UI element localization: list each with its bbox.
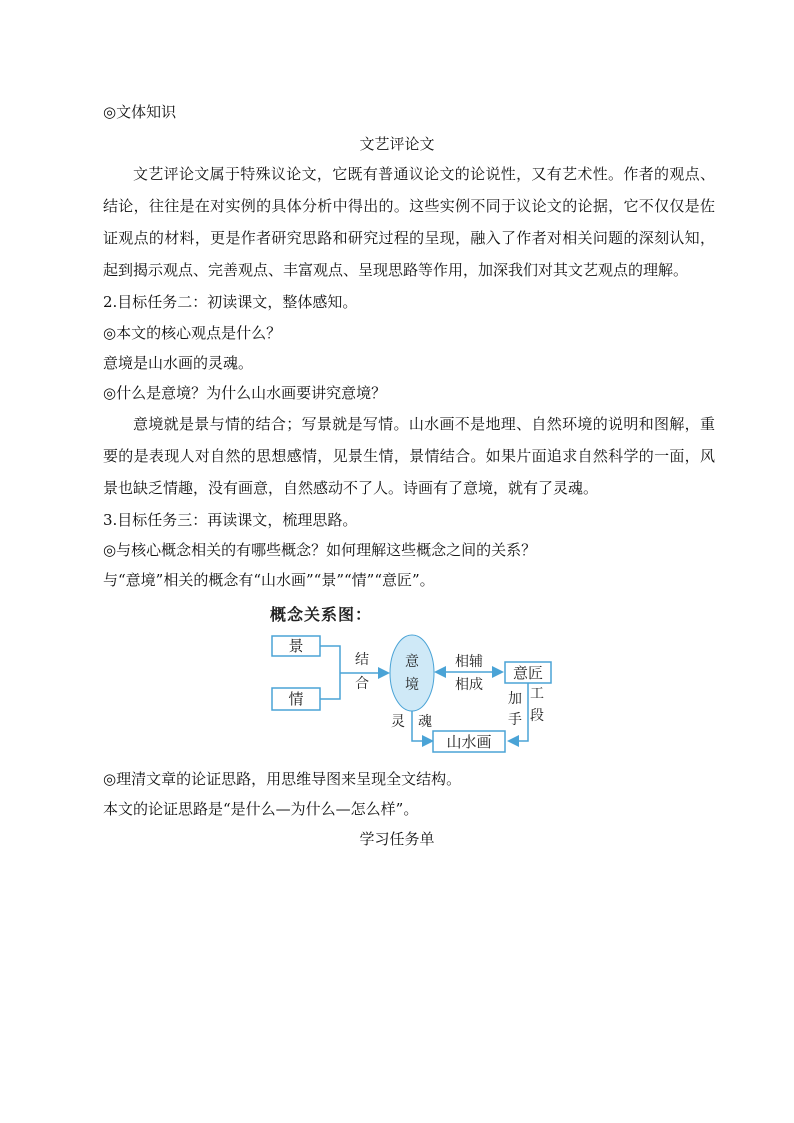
answer-what-is-yijing: 意境就是景与情的结合；写景就是写情。山水画不是地理、自然环境的说明和图解，重要的是表现人对自然的思想感情，见景生情，景情结合。如果片面追求自然科学的一面，风景也缺乏情趣，没有画意，自然感动不了人。诗画有了意境，就有了灵魂。 [103, 415, 715, 497]
jiehe-char-2: 合 [355, 676, 369, 692]
shanshuihua-label: 山水画 [446, 733, 492, 751]
qing-label: 情 [288, 690, 304, 708]
section-heading: ◎文体知识 [103, 103, 177, 121]
genre-title: 文艺评论文 [359, 135, 435, 153]
question-argument-structure: ◎理清文章的论证思路，用思维导图来呈现全文结构。 [103, 770, 462, 788]
diagram-title: 概念关系图： [270, 605, 373, 624]
jiagong-char-1: 加 [508, 691, 522, 707]
jiehe-char-1: 结 [355, 652, 369, 668]
yijiang-label: 意匠 [512, 664, 544, 682]
answer-argument-structure: 本文的论证思路是“是什么—为什么—怎么样”。 [103, 800, 419, 818]
yijing-ellipse [390, 635, 434, 711]
yijing-char-1: 意 [405, 654, 419, 670]
linghun-char-1: 灵 [391, 714, 405, 730]
xiangfu-label-2: 相成 [455, 677, 483, 693]
question-core-view: ◎本文的核心观点是什么？ [103, 324, 282, 342]
jing-qing-connector [320, 646, 340, 699]
task-two: 2.目标任务二：初读课文，整体感知。 [103, 293, 358, 311]
footer-title: 学习任务单 [359, 830, 435, 848]
genre-paragraph: 文艺评论文属于特殊议论文，它既有普通议论文的论说性，又有艺术性。作者的观点、结论，往往是在对实例的具体分析中得出的。这些实例不同于议论文的论据，它不仅仅是佐证观点的材料，更是作者研究思路和研究过程的呈现，融入了作者对相关问题的深刻认知，起到揭示观点、完善观点、丰富观点、呈现思路等作用，加深我们对其文艺观点的理解。 [103, 165, 715, 279]
jing-label: 景 [288, 637, 304, 655]
linghun-char-2: 魂 [418, 714, 432, 730]
question-related-concepts: ◎与核心概念相关的有哪些概念？如何理解这些概念之间的关系？ [103, 541, 537, 559]
xiangfu-label-1: 相辅 [455, 654, 483, 670]
answer-related-concepts: 与“意境”相关的概念有“山水画”“景”“情”“意匠”。 [103, 571, 435, 589]
jiagong-char-2: 工 [530, 686, 544, 702]
task-three: 3.目标任务三：再读课文，梳理思路。 [103, 511, 358, 529]
yijing-char-2: 境 [405, 677, 419, 693]
shouduan-char-2: 段 [530, 708, 544, 724]
shouduan-char-1: 手 [508, 712, 522, 728]
question-what-is-yijing: ◎什么是意境？为什么山水画要讲究意境？ [103, 384, 387, 402]
answer-core-view: 意境是山水画的灵魂。 [103, 354, 254, 372]
concept-relation-diagram [265, 600, 565, 760]
